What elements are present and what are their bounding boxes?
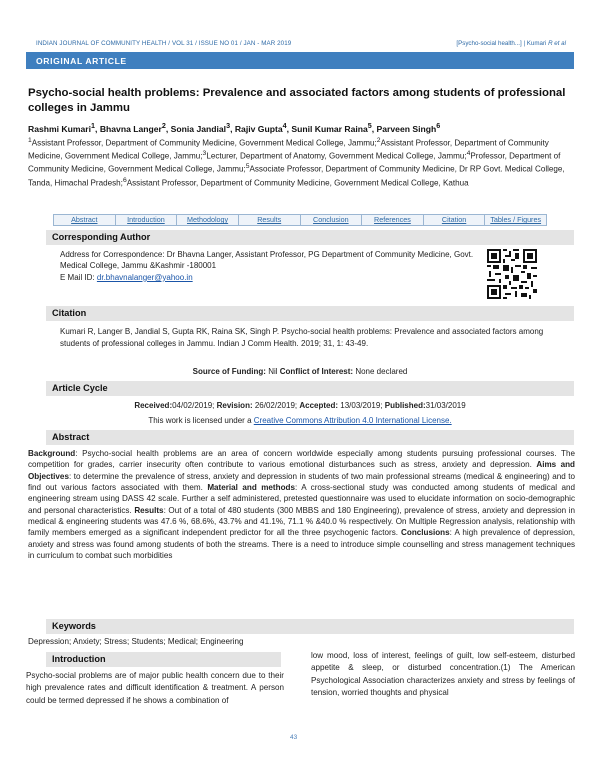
article-type-banner: ORIGINAL ARTICLE: [26, 52, 574, 69]
keywords-heading: Keywords: [46, 619, 574, 634]
nav-link-abstract[interactable]: Abstract: [54, 215, 116, 225]
abstract-text: Background: Psycho-social health problems are an area of concern worldwide especially among students pursuing professional courses. The competition for grades, carrier insecurity often contribute to various emotional disturbances such as stress, anxiety and depression. Aims and Objectives: to determine the prevalence of stress, anxiety and depression in students of two main professional streams (medical & engineering) and to find out various factors associated with them. Material and methods: A cross-sectional study was conducted among students of medical and engineering stream using DASS 42 scale. Further a self administered, pretested questionnaire was used to elucidate information on socio-demographic and personal characteristics. Results: Out of a total of 480 students (300 MBBS and 180 Engineering), prevalence of stress, anxiety and depression in medical & engineering students was 47.6 %, 68.6%, 43.7% and 41.1%, 71.1 % &40.0 % respectively. On Multiple Regression analysis, relationship with family members emerged as a significant independent predictor for all the three psychogenic factors. Conclusions: A high prevalence of depression, anxiety and stress was found among students of both the streams. There is a need to introduce simple counselling and stress management techniques in curriculum to combat such morbidities: [28, 449, 575, 560]
nav-link-methodology[interactable]: Methodology: [177, 215, 239, 225]
nav-link-results[interactable]: Results: [239, 215, 301, 225]
nav-link-references[interactable]: References: [362, 215, 424, 225]
affiliation: Assistant Professor, Department of Community Medicine, Government Medical College, Jammu;: [31, 138, 377, 148]
affiliation: Associate Professor, Department of Community Medicine, Dr RP Govt. Medical College, Tanda, Himachal Pradesh;: [28, 165, 565, 188]
email-line: [60, 272, 480, 283]
affiliation: Professor, Department of Community Medicine, Government Medical College, Jammu;: [28, 151, 561, 175]
correspondence-address: Address for Correspondence: Dr Bhavna Langer, Assistant Professor, PG Department of Community Medicine, Govt. Medical College, Jammu &Kashmir -180001: [60, 250, 474, 271]
intro-right-column: low mood, loss of interest, feelings of guilt, low self-esteem, disturbed appetite & sleep, or disturbed concentration.(1) The American Psychological Association characterizes anxiety and stress by feelings of tension, worried thoughts and physical: [311, 651, 575, 697]
abstract-heading: Abstract: [46, 430, 574, 445]
running-title: [456, 40, 566, 49]
nav-link-conclusion[interactable]: Conclusion: [301, 215, 363, 225]
nav-link-citation[interactable]: Citation: [424, 215, 486, 225]
citation-heading: Citation: [46, 306, 574, 321]
accepted-date: 13/03/2019: [338, 401, 381, 410]
published-date: 31/03/2019: [425, 401, 466, 410]
running-title-prefix: [Psycho-social health...] | Kumari: [456, 40, 549, 47]
page-number: 43: [290, 734, 298, 741]
funding-line: Source of Funding: Nil Conflict of Interest: None declared: [192, 367, 408, 376]
author[interactable]: Sonia Jandial$^3$: [170, 122, 231, 134]
correspondence-block: [60, 249, 480, 283]
author[interactable]: Parveen Singh$^6$: [376, 122, 441, 134]
journal-line: INDIAN JOURNAL OF COMMUNITY HEALTH / VOL 31 / ISSUE NO 01 / JAN - MAR 2019: [36, 40, 292, 47]
corresponding-author-heading: Corresponding Author: [46, 230, 574, 245]
license-line: This work is licensed under a Creative Commons Attribution 4.0 International License.: [148, 416, 452, 425]
qr-code-icon[interactable]: [487, 249, 537, 299]
author[interactable]: Rashmi Kumari$^1$: [28, 122, 96, 134]
nav-link-tables-figures[interactable]: Tables / Figures: [490, 215, 542, 224]
received-date: 04/02/2019: [172, 401, 213, 410]
license-link[interactable]: Creative Commons Attribution 4.0 International License.: [253, 416, 452, 425]
citation-text: Kumari R, Langer B, Jandial S, Gupta RK, Raina SK, Singh P. Psycho-social health problems: Prevalence and associated factors among students of professional colleges in Jammu. Indian J Comm Health. 2019; 31, 1: 43-49.: [60, 327, 544, 348]
email-label: E Mail ID:: [60, 272, 97, 282]
affiliation: Lecturer, Department of Anatomy, Government Medical College, Jammu;: [206, 151, 467, 161]
article-cycle-heading: Article Cycle: [46, 381, 574, 396]
nav-link-introduction[interactable]: Introduction: [116, 215, 178, 225]
revision-date: 26/02/2019: [252, 401, 295, 410]
intro-left-column: Psycho-social problems are of major public health concern due to their high prevalence rates and difficult identification & treatment. A person could be termed depressed if he shows a combination of: [26, 671, 284, 705]
introduction-heading: Introduction: [46, 652, 281, 667]
section-nav: [53, 214, 547, 226]
article-title: Psycho-social health problems: Prevalence and associated factors among students of professional colleges in Jammu: [28, 87, 566, 115]
article-dates: Received:04/02/2019; Revision: 26/02/2019; Accepted: 13/03/2019; Published:31/03/2019: [134, 401, 466, 410]
author[interactable]: Sunil Kumar Raina$^5$: [291, 122, 372, 134]
keywords-text: Depression; Anxiety; Stress; Students; Medical; Engineering: [28, 637, 244, 646]
email-link[interactable]: dr.bhavnalanger@yahoo.in: [96, 272, 193, 282]
affiliation: Assistant Professor, Department of Community Medicine, Government Medical College, Jammu;: [28, 138, 549, 161]
running-title-etal: R et al: [548, 40, 566, 47]
affiliation: Assistant Professor, Department of Community Medicine, Government Medical College, Kathua: [126, 178, 469, 188]
author[interactable]: Rajiv Gupta$^4$: [234, 122, 287, 134]
affiliations: $^1$Assistant Professor, Department of Community Medicine, Government Medical College, Jammu;$^2$Assistant Professor, Department of Community Medicine, Government Medical College, Jammu;$^3$Lecturer, Department of Anatomy, Government Medical College, Jammu;$^4$Professor, Department of Community Medicine, Government Medical College, Jammu;$^5$Associate Professor, Department of Community Medicine, Dr RP Govt. Medical College, Tanda, Himachal Pradesh;$^6$Assistant Professor, Department of Community Medicine, Government Medical College, Kathua: [28, 137, 565, 188]
author-list: Rashmi Kumari$^1$, Bhavna Langer$^2$, Sonia Jandial$^3$, Rajiv Gupta$^4$, Sunil Kumar Raina$^5$, Parveen Singh$^6$: [28, 122, 441, 134]
running-head: [26, 40, 574, 50]
author[interactable]: Bhavna Langer$^2$: [99, 122, 166, 134]
